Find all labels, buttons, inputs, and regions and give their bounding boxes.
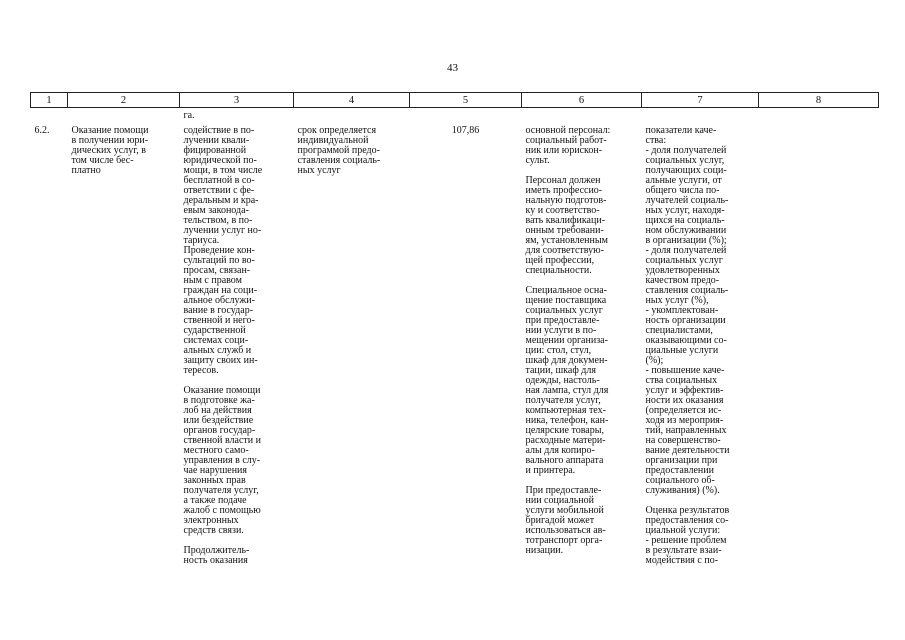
text-line: вание в государ- — [183, 305, 254, 316]
text-line: низации. — [525, 545, 564, 556]
text-line: щей профессии, — [525, 255, 595, 266]
column-header: 6 — [522, 93, 642, 108]
text-line: лучателей социаль- — [645, 195, 729, 206]
text-line: граждан на соци- — [183, 285, 258, 296]
text-line: ственной власти и — [183, 435, 261, 446]
column-header: 1 — [31, 93, 68, 108]
column-header: 8 — [759, 93, 879, 108]
text-line: альные услуги, от — [645, 175, 722, 186]
text-line: местного само- — [183, 445, 249, 456]
text-line: ходя из мероприя- — [645, 415, 724, 426]
text-paragraph — [184, 386, 290, 536]
text-line: основной персонал: — [525, 125, 611, 136]
text-paragraph — [526, 126, 638, 166]
text-line: на совершенство- — [645, 435, 721, 446]
text-line: ности их оказания — [645, 395, 724, 406]
text-line: просам, связан- — [183, 265, 251, 276]
text-line: циальной услуги: — [645, 525, 721, 536]
text-line: индивидуальной — [297, 135, 369, 146]
text-line: качеством предо- — [645, 275, 720, 286]
text-line: Оценка результатов — [645, 505, 730, 516]
text-line: - решение проблем — [645, 535, 727, 546]
column-header: 5 — [410, 93, 522, 108]
text-line: использоваться ав- — [525, 525, 606, 536]
text-line: вание деятельности — [645, 445, 730, 456]
text-line: тересов. — [183, 365, 219, 376]
text-line: - доля получателей — [645, 245, 727, 256]
text-line: срок определяется — [297, 125, 377, 136]
text-line: сударственной — [183, 325, 246, 336]
row-number: 6.2. — [34, 125, 50, 136]
text-line: шкаф для докумен- — [525, 355, 608, 366]
text-line: нии услуги в по- — [525, 325, 597, 336]
text-line: бесплатной в со- — [183, 175, 255, 186]
text-line: тельством, в по- — [183, 215, 253, 226]
text-line: тариуса. — [183, 235, 220, 246]
text-line: нии социальной — [525, 495, 594, 506]
text-line: предоставления со- — [645, 515, 729, 526]
text-line: а также подаче — [183, 495, 247, 506]
text-line: тации, шкаф для — [525, 365, 596, 376]
text-line: управления в слу- — [183, 455, 261, 466]
text-line: При предоставле- — [525, 485, 602, 496]
text-line: средств связи. — [183, 525, 244, 536]
text-line: предоставлении — [645, 465, 714, 476]
text-line: модействия с по- — [645, 555, 719, 566]
column-8-cell — [759, 123, 879, 566]
service-price: 107,86 — [451, 125, 480, 136]
text-line: Проведение кон- — [183, 245, 255, 256]
text-line: ник или юрискон- — [525, 145, 603, 156]
text-line: и принтера. — [525, 465, 576, 476]
text-paragraph — [526, 486, 638, 556]
carryover-row — [31, 108, 879, 124]
service-term-cell — [294, 123, 410, 566]
text-line: ным с правом — [183, 275, 242, 286]
text-line: услуг и эффектив- — [645, 385, 724, 396]
text-line: ставления социаль- — [645, 285, 729, 296]
text-line: программой предо- — [297, 145, 380, 156]
text-line: ответствии с фе- — [183, 185, 255, 196]
text-line: ям, установленным — [525, 235, 608, 246]
service-name-cell — [68, 123, 180, 566]
text-line: социальных услуг — [525, 305, 603, 316]
text-line: иметь профессио- — [525, 185, 603, 196]
text-line: ставления социаль- — [297, 155, 381, 166]
text-line: тотранспорт орга- — [525, 535, 603, 546]
text-paragraph — [526, 286, 638, 476]
text-line: (%); — [645, 355, 664, 366]
text-line: щение поставщика — [525, 295, 607, 306]
text-line: ку и соответство- — [525, 205, 600, 216]
text-line: вать квалификаци- — [525, 215, 606, 226]
text-line: услуги мобильной — [525, 505, 604, 516]
column-header: 3 — [180, 93, 294, 108]
service-description-cell — [180, 123, 294, 566]
carryover-text: га. — [183, 110, 195, 121]
text-line: фицированной — [183, 145, 247, 156]
text-line: или бездействие — [183, 415, 254, 426]
text-line: защиту своих ин- — [183, 355, 258, 366]
text-line: организации при — [645, 455, 718, 466]
text-line: щихся на социаль- — [645, 215, 725, 226]
text-paragraph — [646, 506, 755, 566]
text-line: (определяется ис- — [645, 405, 722, 416]
text-line: ства социальных — [645, 375, 718, 386]
text-line: юридической по- — [183, 155, 257, 166]
text-line: ных услуг, находя- — [645, 205, 725, 216]
text-line: для соответствую- — [525, 245, 604, 256]
text-line: сультаций по во- — [183, 255, 255, 266]
text-line: лоб на действия — [183, 405, 252, 416]
text-line: получающих соци- — [645, 165, 727, 176]
column-header: 4 — [294, 93, 410, 108]
text-line: в организации (%); — [645, 235, 727, 246]
text-line: служивания) (%). — [645, 485, 720, 496]
text-paragraph — [526, 176, 638, 276]
text-line: ства: — [645, 135, 667, 146]
text-line: органов государ- — [183, 425, 256, 436]
text-line: лучении квали- — [183, 135, 250, 146]
text-line: альное обслужи- — [183, 295, 255, 306]
text-line: - укомплектован- — [645, 305, 719, 316]
text-line: онным требовани- — [525, 225, 604, 236]
text-line: ность организации — [645, 315, 726, 326]
text-line: системах соци- — [183, 335, 249, 346]
text-line: специальности. — [525, 265, 592, 276]
text-line: вального аппарата — [525, 455, 604, 466]
text-line: показатели каче- — [645, 125, 717, 136]
text-line: получателя услуг, — [183, 485, 259, 496]
text-paragraph — [184, 546, 290, 566]
quality-indicators-cell — [642, 123, 759, 566]
text-line: евым законода- — [183, 205, 249, 216]
text-line: ность оказания — [183, 555, 248, 566]
text-line: в результате взаи- — [645, 545, 722, 556]
text-line: одежды, настоль- — [525, 375, 600, 386]
text-line: мещении организа- — [525, 335, 608, 346]
text-line: ника, телефон, кан- — [525, 415, 609, 426]
text-line: удовлетворенных — [645, 265, 720, 276]
text-line: целярские товары, — [525, 425, 604, 436]
text-line: - повышение каче- — [645, 365, 725, 376]
text-line: Специальное осна- — [525, 285, 607, 296]
text-line: мощи, в том числе — [183, 165, 263, 176]
text-line: Оказание помощи — [183, 385, 261, 396]
text-line: ственной и него- — [183, 315, 255, 326]
text-paragraph — [184, 126, 290, 376]
text-line: жалоб с помощью — [183, 505, 261, 516]
text-line: ная лампа, стул для — [525, 385, 609, 396]
text-line: электронных — [183, 515, 239, 526]
text-line: сульт. — [525, 155, 550, 166]
page-number: 43 — [447, 62, 458, 74]
text-line: в подготовке жа- — [183, 395, 255, 406]
text-line: компьютерная тех- — [525, 405, 606, 416]
service-term — [298, 126, 406, 176]
text-line: чае нарушения — [183, 465, 248, 476]
text-line: ных услуг (%), — [645, 295, 709, 306]
text-line: альных служб и — [183, 345, 252, 356]
column-number-row — [31, 93, 879, 108]
service-name — [72, 126, 176, 176]
column-header: 2 — [68, 93, 180, 108]
text-line: - доля получателей — [645, 145, 727, 156]
text-line: законных прав — [183, 475, 246, 486]
text-line: том числе бес- — [71, 155, 134, 166]
text-line: лучении услуг но- — [183, 225, 262, 236]
text-line: при предоставле- — [525, 315, 600, 326]
text-line: содействие в по- — [183, 125, 255, 136]
column-header: 7 — [642, 93, 759, 108]
text-line: общего числа по- — [645, 185, 720, 196]
text-line: Продолжитель- — [183, 545, 250, 556]
text-line: деральным и кра- — [183, 195, 259, 206]
text-line: расходные матери- — [525, 435, 606, 446]
text-line: социального об- — [645, 475, 715, 486]
text-line: алы для копиро- — [525, 445, 595, 456]
text-line: ном обслуживании — [645, 225, 727, 236]
text-line: в получении юри- — [71, 135, 149, 146]
text-line: получателя услуг, — [525, 395, 601, 406]
text-line: нальную подготов- — [525, 195, 607, 206]
text-line: специалистами, — [645, 325, 713, 336]
text-line: оказывающими со- — [645, 335, 727, 346]
text-paragraph — [646, 126, 755, 496]
services-table — [30, 92, 879, 566]
text-line: социальных услуг, — [645, 155, 725, 166]
text-line: бригадой может — [525, 515, 595, 526]
text-line: ных услуг — [297, 165, 341, 176]
table-row — [31, 123, 879, 566]
service-conditions-cell — [522, 123, 642, 566]
text-line: Персонал должен — [525, 175, 601, 186]
text-line: социальный работ- — [525, 135, 607, 146]
text-line: ции: стол, стул, — [525, 345, 592, 356]
text-line: дических услуг, в — [71, 145, 146, 156]
text-line: платно — [71, 165, 101, 176]
text-line: Оказание помощи — [71, 125, 149, 136]
text-line: циальные услуги — [645, 345, 719, 356]
text-line: социальных услуг — [645, 255, 723, 266]
text-line: тий, направленных — [645, 425, 727, 436]
